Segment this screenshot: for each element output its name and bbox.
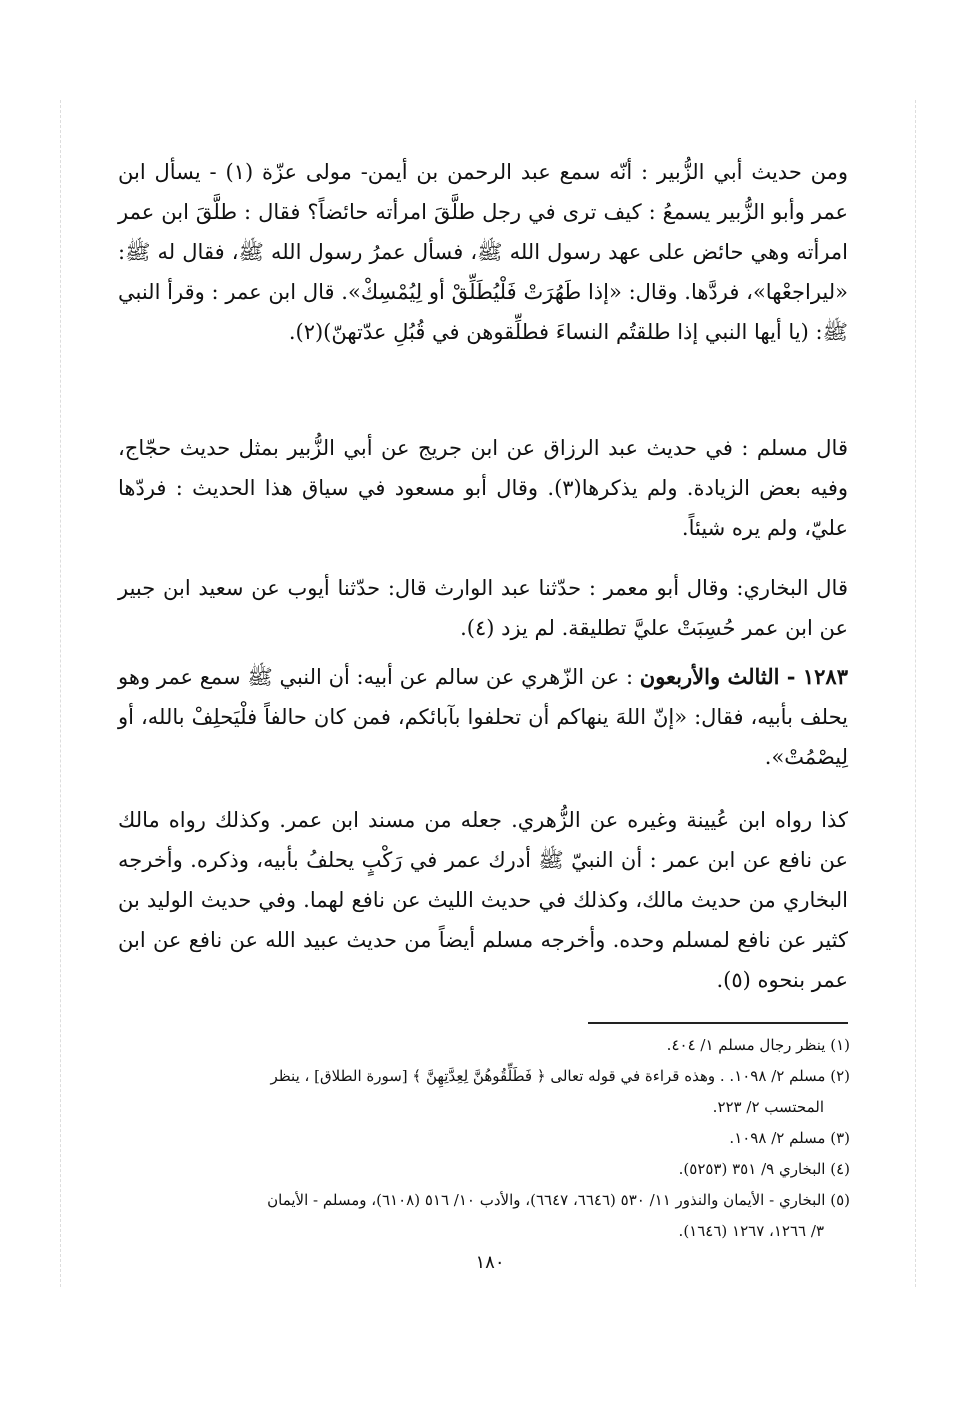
footnote-text: (٢) مسلم ٢/ ١٠٩٨. . وهذه قراءة في قوله تعالى ﴿ فَطَلِّقُوهُنَّ لِعِدَّتِهِنَّ ﴾ [سورة الطلاق] ، ينظر bbox=[270, 1067, 850, 1085]
footnote-continuation: ٣/ ١٢٦٦، ١٢٦٧ (١٦٤٦). bbox=[678, 1222, 824, 1240]
footnote-5 bbox=[105, 1185, 850, 1247]
margin-guide-right bbox=[915, 100, 916, 1287]
footnote-text: (٣) مسلم ٢/ ١٠٩٨. bbox=[729, 1129, 850, 1147]
footnote-text: (٤) البخاري ٩/ ٣٥١ (٥٢٥٣). bbox=[678, 1160, 850, 1178]
paragraph-bukhari: قال البخاري: وقال أبو معمر : حدّثنا عبد الوارث قال: حدّثنا أيوب عن سعيد ابن جبير عن ابن عمر حُسِبَتْ عليَّ تطليقة. لم يزد (٤). bbox=[118, 576, 848, 640]
footnotes bbox=[105, 1030, 850, 1247]
page-number: ١٨٠ bbox=[475, 1252, 505, 1273]
footnote-separator bbox=[588, 1022, 848, 1024]
footnote-3 bbox=[105, 1123, 850, 1154]
hadith-text: : عن الزّهري عن سالم عن أبيه: أن النبي ﷺ سمع عمر وهو يحلف بأبيه، فقال: «إنّ اللهَ ينهاكم أن تحلفوا بآبائكم، فمن كان حالفاً فلْيَحلِفْ بالله، أو لِيصْمُتْ». bbox=[118, 665, 848, 769]
footnote-continuation: المحتسب ٢/ ٢٢٣. bbox=[712, 1098, 824, 1116]
hadith-number-heading: ١٢٨٣ - الثالث والأربعون bbox=[639, 664, 848, 689]
paragraph-abu-zubayr: ومن حديث أبي الزُّبير : أنّه سمع عبد الرحمن بن أيمن- مولى عزّة (١) - يسأل ابن عمر وأبو الزُّبير يسمعُ : كيف ترى في رجل طلَّقَ امرأته حائضاً؟ فقال : طلَّقَ ابن عمر امرأته وهي حائض على عهد رسول الله ﷺ، فسأل عمرُ رسول الله ﷺ، فقال له ﷺ: «ليراجعْها»، فردَّها. وقال: «إذا طَهُرَتْ فَلْيُطَلِّقْ أو لِيُمْسِكْ». قال ابن عمر : وقرأ النبي ﷺ: (يا أيها النبي إذا طلقتُم النساءَ فطلِّقوهن في قُبُلِ عدّتهنّ)(٢). bbox=[118, 160, 848, 344]
paragraph-ibn-uyayna: كذا رواه ابن عُيينة وغيره عن الزُّهري. جعله من مسند ابن عمر. وكذلك رواه مالك عن نافع عن ابن عمر : أن النبيّ ﷺ أدرك عمر في رَكْبٍ يحلفُ بأبيه، وذكره. وأخرجه البخاري من حديث مالك، وكذلك في حديث الليث عن نافع لهما. وفي حديث الوليد بن كثير عن نافع لمسلم وحده. وأخرجه مسلم أيضاً من حديث عبيد الله عن نافع عن ابن عمر بنحوه (٥). bbox=[118, 808, 848, 992]
footnote-1 bbox=[105, 1030, 850, 1061]
margin-guide-left bbox=[60, 100, 61, 1287]
paragraph-muslim: قال مسلم : في حديث عبد الرزاق عن ابن جريج عن أبي الزُّبير بمثل حديث حجّاج، وفيه بعض الزيادة. ولم يذكرها(٣). وقال أبو مسعود في سياق هذا الحديث : فردّها عليّ، ولم يره شيئاً. bbox=[118, 436, 848, 540]
footnote-2 bbox=[105, 1061, 850, 1123]
footnote-4 bbox=[105, 1154, 850, 1185]
hadith-1283 bbox=[118, 657, 848, 777]
footnote-text: (٥) البخاري - الأيمان والنذور ١١/ ٥٣٠ (٦٦٤٦، ٦٦٤٧)، والأدب ١٠/ ٥١٦ (٦١٠٨)، ومسلم - الأيمان bbox=[267, 1191, 850, 1209]
footnote-text: (١) ينظر رجال مسلم ١/ ٤٠٤. bbox=[666, 1036, 850, 1054]
